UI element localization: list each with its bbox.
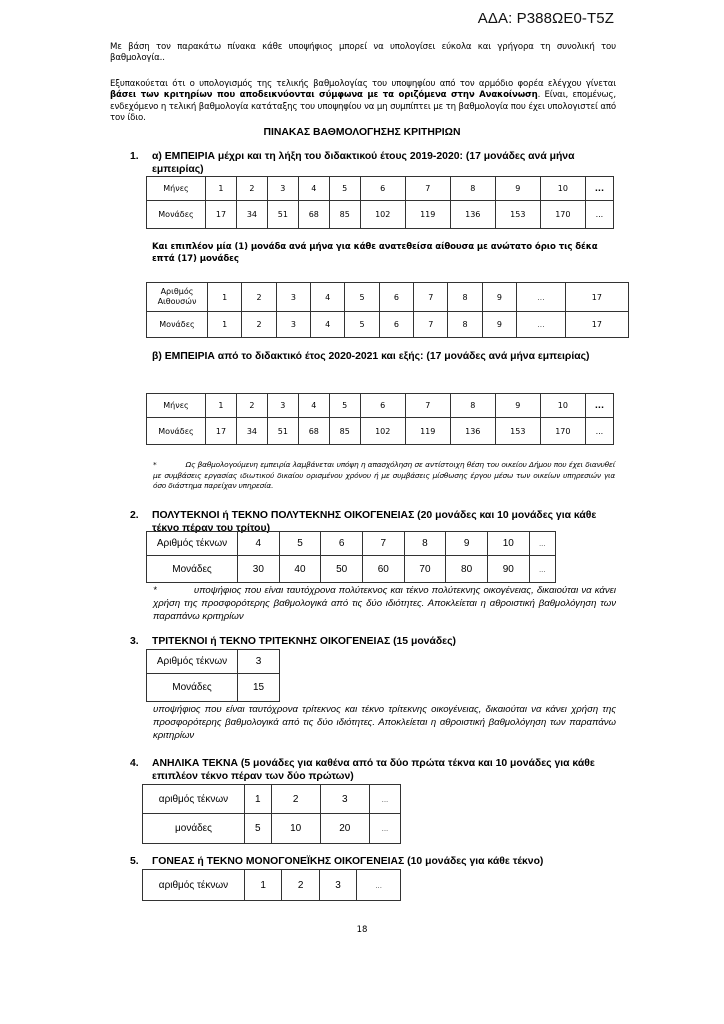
table-experience-b <box>146 393 614 445</box>
table-cell: ... <box>585 177 613 201</box>
table-cell: 68 <box>298 418 329 445</box>
table-cell: 85 <box>329 201 360 229</box>
section-3-heading-text: ΤΡΙΤΕΚΝΟΙ ή ΤΕΚΝΟ ΤΡΙΤΕΚΝΗΣ ΟΙΚΟΓΕΝΕΙΑΣ (15 μονάδες) <box>152 636 456 647</box>
intro-paragraph-1: Με βάση τον παρακάτω πίνακα κάθε υποψήφιος μπορεί να υπολογίσει εύκολα και γρήγορα τη συνολική του βαθμολογία.. <box>110 42 616 64</box>
table-cell: 170 <box>540 418 585 445</box>
table-cell: 6 <box>379 312 413 338</box>
table-cell: 2 <box>282 870 319 901</box>
table-cell: 4 <box>298 394 329 418</box>
table-cell: 102 <box>360 418 405 445</box>
table-cell: ... <box>369 814 400 844</box>
table-cell: 60 <box>362 556 404 583</box>
table-cell: 5 <box>279 532 321 556</box>
table-rooms <box>146 282 629 338</box>
table-cell: 6 <box>321 532 363 556</box>
section-1-heading-a <box>130 151 620 176</box>
table-cell: 1 <box>208 312 242 338</box>
section-number: 5. <box>130 856 139 867</box>
table-cell: 1 <box>206 394 237 418</box>
table-cell: 136 <box>450 201 495 229</box>
table-cell: 4 <box>238 532 280 556</box>
table-cell: Αριθμός τέκνων <box>147 650 238 674</box>
table-cell: 40 <box>279 556 321 583</box>
table-cell: 10 <box>540 177 585 201</box>
section-3-heading <box>130 636 620 649</box>
table-cell: 51 <box>267 418 298 445</box>
section-5-heading-text: ΓΟΝΕΑΣ ή ΤΕΚΝΟ ΜΟΝΟΓΟΝΕΪΚΗΣ ΟΙΚΟΓΕΝΕΙΑΣ (10 μονάδες για κάθε τέκνο) <box>152 856 544 867</box>
table-cell: 10 <box>487 532 529 556</box>
table-cell: αριθμός τέκνων <box>143 870 245 901</box>
table-cell: Μονάδες <box>147 674 238 702</box>
table-cell: ... <box>369 785 400 814</box>
table-experience-a <box>146 176 614 229</box>
section-number: 1. <box>130 151 139 162</box>
table-monogoneiki <box>142 869 401 901</box>
table-cell: 3 <box>276 312 310 338</box>
table-cell: 5 <box>245 814 272 844</box>
table-row <box>147 532 556 556</box>
table-cell: 7 <box>405 177 450 201</box>
table-cell: 51 <box>267 201 298 229</box>
table-cell: 70 <box>404 556 446 583</box>
table-cell: 2 <box>242 312 276 338</box>
table-cell: 1 <box>206 177 237 201</box>
table-cell: ... <box>585 418 613 445</box>
table-cell: 7 <box>362 532 404 556</box>
table-cell: 68 <box>298 201 329 229</box>
table-cell: 3 <box>320 785 369 814</box>
section-4-heading <box>130 758 620 783</box>
table-row <box>143 814 401 844</box>
table-cell: 2 <box>271 785 320 814</box>
table-cell: 3 <box>267 394 298 418</box>
table-cell: 2 <box>236 394 267 418</box>
table-cell: 34 <box>236 418 267 445</box>
table-cell: 9 <box>482 283 516 312</box>
table-row <box>147 650 280 674</box>
table-triteknoi <box>146 649 280 702</box>
table-cell: αριθμός τέκνων <box>143 785 245 814</box>
table-row <box>143 785 401 814</box>
table-cell: 9 <box>446 532 488 556</box>
table-cell: ... <box>357 870 401 901</box>
table-cell: 9 <box>482 312 516 338</box>
table-cell: 7 <box>414 312 448 338</box>
table-cell: 4 <box>311 312 345 338</box>
table-cell: 3 <box>319 870 356 901</box>
table-cell: 8 <box>448 283 482 312</box>
table-cell: Αριθμός τέκνων <box>147 532 238 556</box>
table-cell: 90 <box>487 556 529 583</box>
table-cell: 1 <box>245 785 272 814</box>
table-cell: ... <box>585 394 613 418</box>
section-2-note: * υποψήφιος που είναι ταυτόχρονα πολύτεκνος και τέκνο πολύτεκνης οικογένειας, δικαιούται να κάνει χρήση της προσφορότερης βαθμολογικά από τις δύο ιδιότητες. Αποκλείεται η αθροιστική βαθμολόγηση των παραπάνω κριτηρίων <box>153 585 616 622</box>
table-cell: 10 <box>540 394 585 418</box>
table-row <box>147 201 614 229</box>
intro-p2-bold: βάσει των κριτηρίων που αποδεικνύονται σύμφωνα με τα οριζόμενα στην Ανακοίνωση <box>110 90 538 101</box>
section-number: 2. <box>130 510 139 521</box>
intro-paragraph-2 <box>110 79 616 125</box>
table-cell: Μήνες <box>147 177 206 201</box>
table-cell: 50 <box>321 556 363 583</box>
table-cell: ... <box>529 556 555 583</box>
table-cell: Μονάδες <box>147 418 206 445</box>
table-cell: 119 <box>405 201 450 229</box>
table-cell: ... <box>517 283 566 312</box>
table-cell: 15 <box>238 674 280 702</box>
table-cell: 1 <box>245 870 282 901</box>
table-cell: 20 <box>320 814 369 844</box>
table-cell: 102 <box>360 201 405 229</box>
table-cell: 119 <box>405 418 450 445</box>
page-number: 18 <box>356 925 368 935</box>
table-cell: Μονάδες <box>147 556 238 583</box>
table-cell: 3 <box>276 283 310 312</box>
table-cell: 5 <box>329 177 360 201</box>
table-cell: 7 <box>414 283 448 312</box>
table-row <box>147 312 629 338</box>
table-cell: 4 <box>311 283 345 312</box>
table-cell: 85 <box>329 418 360 445</box>
table-cell: 170 <box>540 201 585 229</box>
table-cell: 17 <box>206 418 237 445</box>
table-row <box>147 394 614 418</box>
table-cell: 5 <box>329 394 360 418</box>
table-cell: 9 <box>495 394 540 418</box>
table-row <box>147 283 629 312</box>
section-3-note: υποψήφιος που είναι ταυτόχρονα τρίτεκνος και τέκνο τρίτεκνης οικογένειας, δικαιούται να κάνει χρήση της προσφορότερης βαθμολογικά από τις δύο ιδιότητες. Αποκλείεται η αθροιστική βαθμολόγηση των παραπάνω κριτηρίων <box>153 704 616 741</box>
table-cell: 10 <box>271 814 320 844</box>
table-cell: ... <box>529 532 555 556</box>
table-row <box>143 870 401 901</box>
table-cell: μονάδες <box>143 814 245 844</box>
section-1-heading-a-text: α) ΕΜΠΕΙΡΙΑ μέχρι και τη λήξη του διδακτικού έτους 2019-2020: (17 μονάδες ανά μήνα εμπειρίας) <box>152 151 575 175</box>
table-row <box>147 418 614 445</box>
section-1-note: * Ως βαθμολογούμενη εμπειρία λαμβάνεται υπόψη η απασχόληση σε αντίστοιχη θέση του οικείου Δήμου που έχει διανυθεί με συμβάσεις εργασίας ιδιωτικού δικαίου ορισμένου χρόνου ή με συμβάσεις μίσθωσης έργου μέσω των οικείων υπηρεσιών για όσο διάστημα παρείχαν υπηρεσία. <box>153 460 615 491</box>
table-cell: 1 <box>208 283 242 312</box>
table-cell: 3 <box>267 177 298 201</box>
table-cell: Μονάδες <box>147 312 208 338</box>
main-title: ΠΙΝΑΚΑΣ ΒΑΘΜΟΛΟΓΗΣΗΣ ΚΡΙΤΗΡΙΩΝ <box>263 127 461 138</box>
table-cell: 8 <box>450 177 495 201</box>
table-cell: 136 <box>450 418 495 445</box>
table-cell: Μονάδες <box>147 201 206 229</box>
intro-p2-end: . Είναι, επομένως, ενδεχόμενο η τελική βαθμολογία κατάταξης του υποψηφίου να μη συμπίπτει με τη βαθμολογία που έχει υπολογιστεί από τον ίδιο. <box>110 90 616 124</box>
table-cell: 8 <box>404 532 446 556</box>
ada-code: ΑΔΑ: Ρ388ΩΕ0-Τ5Ζ <box>477 10 614 27</box>
table-cell: 153 <box>495 201 540 229</box>
section-number: 4. <box>130 758 139 769</box>
table-cell: 80 <box>446 556 488 583</box>
table-cell: ... <box>585 201 613 229</box>
table-cell: 3 <box>238 650 280 674</box>
table-polyteknoi <box>146 531 556 583</box>
table-cell: Αριθμός Αιθουσών <box>147 283 208 312</box>
table-cell: 9 <box>495 177 540 201</box>
table-cell: 8 <box>450 394 495 418</box>
table-cell: 2 <box>236 177 267 201</box>
section-number: 3. <box>130 636 139 647</box>
table-cell: 34 <box>236 201 267 229</box>
table-cell: 5 <box>345 283 379 312</box>
table-cell: 153 <box>495 418 540 445</box>
section-1-heading-b: β) ΕΜΠΕΙΡΙΑ από το διδακτικό έτος 2020-2021 και εξής: (17 μονάδες ανά μήνα εμπειρίας) <box>152 351 590 362</box>
table-cell: 5 <box>345 312 379 338</box>
table-cell: ... <box>517 312 566 338</box>
table-cell: 30 <box>238 556 280 583</box>
table-cell: Μήνες <box>147 394 206 418</box>
table-row <box>147 177 614 201</box>
section-2-heading-text: ΠΟΛΥΤΕΚΝΟΙ ή ΤΕΚΝΟ ΠΟΛΥΤΕΚΝΗΣ ΟΙΚΟΓΕΝΕΙΑΣ (20 μονάδες και 10 μονάδες για κάθε τέκνο πέραν του τρίτου) <box>152 510 597 534</box>
table-cell: 8 <box>448 312 482 338</box>
table-cell: 6 <box>360 177 405 201</box>
table-cell: 17 <box>565 312 628 338</box>
table-cell: 6 <box>360 394 405 418</box>
table-cell: 17 <box>565 283 628 312</box>
section-1-extra-text: Και επιπλέον μία (1) μονάδα ανά μήνα για κάθε ανατεθείσα αίθουσα με ανώτατο όριο τις δέκα επτά (17) μονάδες <box>152 242 598 264</box>
table-cell: 6 <box>379 283 413 312</box>
table-cell: 7 <box>405 394 450 418</box>
table-anilika-tekna <box>142 784 401 844</box>
section-4-heading-text: ΑΝΗΛΙΚΑ ΤΕΚΝΑ (5 μονάδες για καθένα από τα δύο πρώτα τέκνα και 10 μονάδες για κάθε επιπλέον τέκνο πέραν των δύο πρώτων) <box>152 758 595 782</box>
table-cell: 4 <box>298 177 329 201</box>
section-5-heading <box>130 856 620 869</box>
intro-p2-start: Εξυπακούεται ότι ο υπολογισμός της τελικής βαθμολογίας του υποψηφίου από τον αρμόδιο φορέα ελέγχου γίνεται <box>110 79 616 89</box>
table-cell: 2 <box>242 283 276 312</box>
table-row <box>147 556 556 583</box>
table-row <box>147 674 280 702</box>
table-cell: 17 <box>206 201 237 229</box>
